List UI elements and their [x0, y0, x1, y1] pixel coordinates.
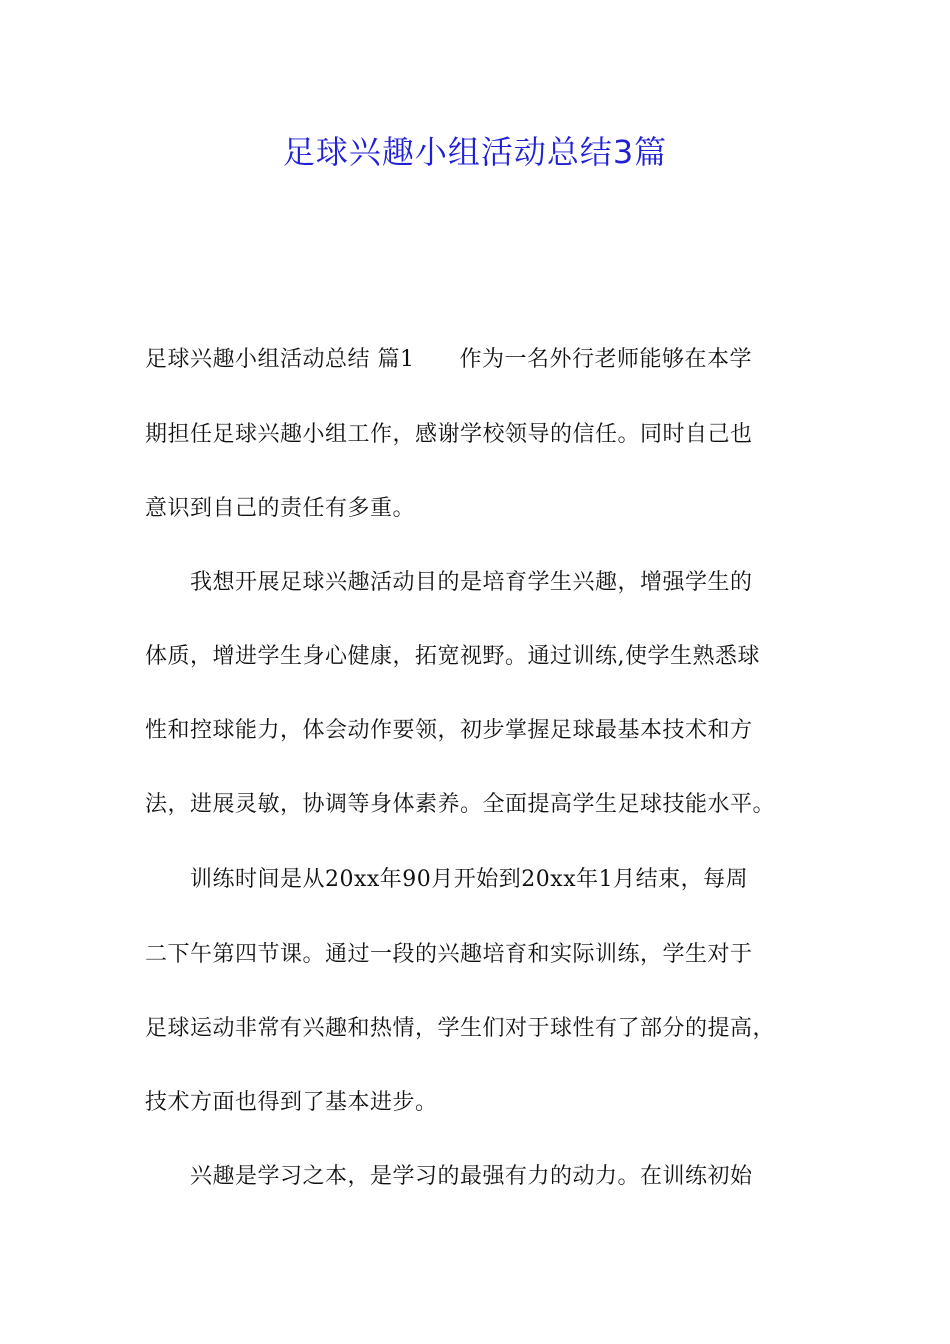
body-line-8: 训练时间是从20xx年90月开始到20xx年1月结束，每周 — [145, 867, 749, 892]
body-line-7: 法，进展灵敏，协调等身体素养。全面提高学生足球技能水平。 — [145, 792, 776, 817]
body-line-12: 兴趣是学习之本，是学习的最强有力的动力。在训练初始 — [145, 1164, 753, 1189]
body-line-6: 性和控球能力，体会动作要领，初步掌握足球最基本技术和方 — [145, 718, 753, 743]
body-line-11: 技术方面也得到了基本进步。 — [145, 1090, 438, 1115]
body-line-2: 期担任足球兴趣小组工作，感谢学校领导的信任。同时自己也 — [145, 422, 753, 447]
body-line-3: 意识到自己的责任有多重。 — [145, 496, 416, 521]
body-line-10: 足球运动非常有兴趣和热情，学生们对于球性有了部分的提高， — [145, 1016, 776, 1041]
body-line-4: 我想开展足球兴趣活动目的是培育学生兴趣，增强学生的 — [145, 570, 753, 595]
body-line-5: 体质，增进学生身心健康，拓宽视野。通过训练,使学生熟悉球 — [145, 644, 760, 669]
body-line-1: 足球兴趣小组活动总结 篇1 作为一名外行老师能够在本学 — [145, 347, 752, 372]
body-line-9: 二下午第四节课。通过一段的兴趣培育和实际训练，学生对于 — [145, 942, 753, 967]
document-title: 足球兴趣小组活动总结3篇 — [282, 133, 668, 171]
